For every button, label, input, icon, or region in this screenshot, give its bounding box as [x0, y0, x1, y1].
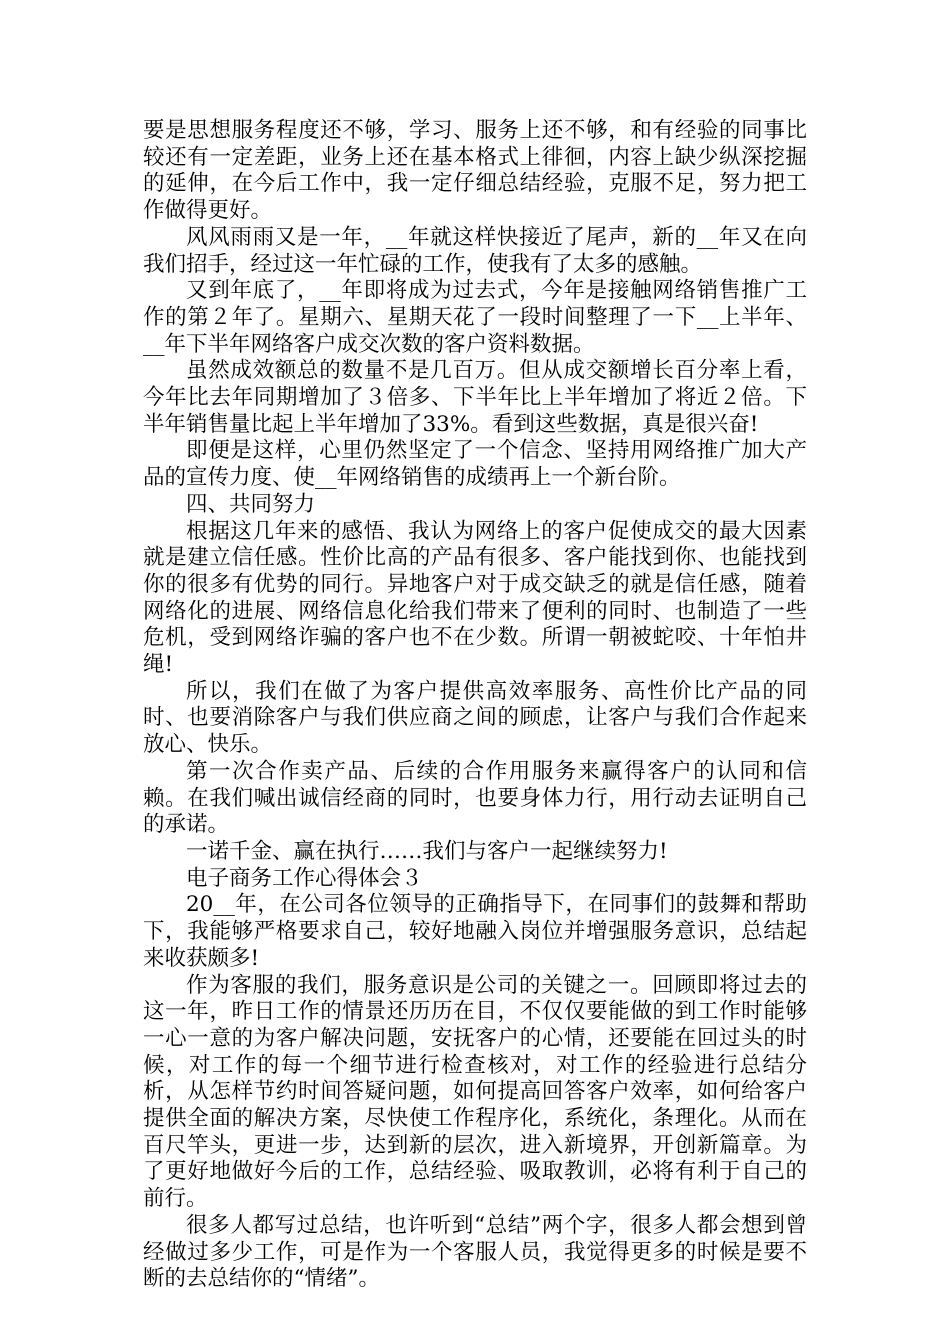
paragraph-4: 虽然成效额总的数量不是几百万。但从成交额增长百分率上看，今年比去年同期增加了３倍多、下半年比上半年增加了将近２倍。下半年销售量比起上半年增加了33%。看到这些数据，真是很兴奋! — [143, 358, 807, 437]
paragraph-11: 作为客服的我们，服务意识是公司的关键之一。回顾即将过去的这一年，昨日工作的情景还历历在目，不仅仅要能做的到工作时能够一心一意的为客户解决问题，安抚客户的心情，还要能在回过头的时候，对工作的每一个细节进行检查核对，对工作的经验进行总结分析，从怎样节约时间答疑问题，如何提高回答客户效率，如何给客户提供全面的解决方案，尽快使工作程序化，系统化，条理化。从而在百尺竿头，更进一步，达到新的层次，进入新境界，开创新篇章。为了更好地做好今后的工作，总结经验、吸取教训，必将有利于自己的前行。 — [143, 972, 807, 1212]
paragraph-7: 所以，我们在做了为客户提供高效率服务、高性价比产品的同时、也要消除客户与我们供应商之间的顾虑，让客户与我们合作起来放心、快乐。 — [143, 678, 807, 758]
paragraph-1: 要是思想服务程度还不够，学习、服务上还不够，和有经验的同事比较还有一定差距，业务上还在基本格式上徘徊，内容上缺少纵深挖掘的延伸，在今后工作中，我一定仔细总结经验，克服不足，努力把工作做得更好。 — [143, 118, 807, 224]
paragraph-5: 即便是这样，心里仍然坚定了一个信念、坚持用网络推广加大产品的宣传力度、使__年网络销售的成绩再上一个新台阶。 — [143, 438, 807, 491]
paragraph-3: 又到年底了，__年即将成为过去式，今年是接触网络销售推广工作的第２年了。星期六、星期天花了一段时间整理了一下__上半年、__年下半年网络客户成交次数的客户资料数据。 — [143, 278, 807, 357]
paragraph-10: 20__年，在公司各位领导的正确指导下，在同事们的鼓舞和帮助下，我能够严格要求自己，较好地融入岗位并增强服务意识，总结起来收获颇多! — [143, 892, 807, 971]
section-heading-common-effort: 四、共同努力 — [186, 491, 316, 517]
paragraph-9: 一诺千金、赢在执行……我们与客户一起继续努力! — [186, 838, 668, 864]
paragraph-6: 根据这几年来的感悟、我认为网络上的客户促使成交的最大因素就是建立信任感。性价比高的产品有很多、客户能找到你、也能找到你的很多有优势的同行。异地客户对于成交缺乏的就是信任感，随着网络化的进展、网络信息化给我们带来了便利的同时、也制造了一些危机，受到网络诈骗的客户也不在少数。所谓一朝被蛇咬、十年怕井绳! — [143, 518, 807, 678]
paragraph-8: 第一次合作卖产品、后续的合作用服务来赢得客户的认同和信赖。在我们喊出诚信经商的同时，也要身体力行，用行动去证明自己的承诺。 — [143, 758, 807, 838]
paragraph-2: 风风雨雨又是一年，__年就这样快接近了尾声，新的__年又在向我们招手，经过这一年忙碌的工作，使我有了太多的感触。 — [143, 224, 807, 277]
document-body — [143, 118, 807, 1293]
paragraph-12: 很多人都写过总结，也许听到“总结”两个字，很多人都会想到曾经做过多少工作，可是作为一个客服人员，我觉得更多的时候是要不断的去总结你的“情绪”。 — [143, 1212, 807, 1292]
section-heading-experience-3: 电子商务工作心得体会３ — [186, 865, 423, 891]
